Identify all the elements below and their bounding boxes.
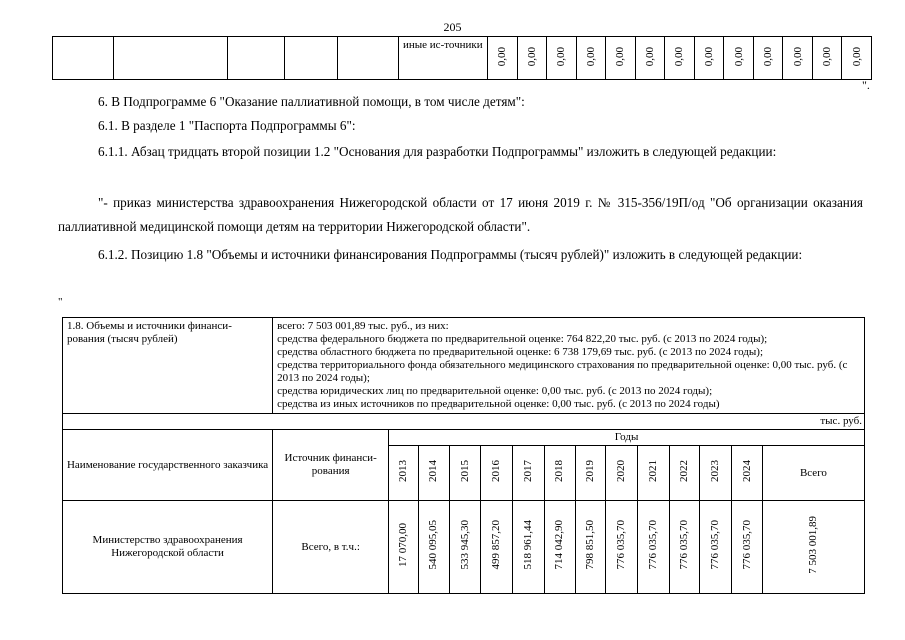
table-row bbox=[63, 318, 865, 414]
value-cell: 0,00 bbox=[635, 37, 665, 80]
table-cell bbox=[228, 37, 285, 80]
table-row bbox=[63, 414, 865, 430]
value-cell: 0,00 bbox=[576, 37, 606, 80]
year-header: 2014 bbox=[418, 446, 449, 501]
table-row bbox=[63, 430, 865, 446]
row-customer: Министерство здравоохранения Нижегородской области bbox=[63, 501, 273, 594]
value-cell: 540 095,05 bbox=[418, 501, 449, 594]
top-table-fragment bbox=[52, 36, 872, 80]
passport-label: 1.8. Объемы и источники финанси-рования (тысяч рублей) bbox=[63, 318, 273, 414]
passport-line: средства территориального фонда обязательного медицинского страхования по предварительной оценке: 0,00 тыс. руб. (с 2013 по 2024 годы); bbox=[277, 359, 848, 384]
paragraph: 6. В Подпрограмме 6 "Оказание паллиативной помощи, в том числе детям": bbox=[98, 94, 525, 109]
value-cell: 518 961,44 bbox=[513, 501, 545, 594]
value-cell: 499 857,20 bbox=[481, 501, 513, 594]
closing-quote: ". bbox=[862, 78, 870, 92]
paragraph: "- приказ министерства здравоохранения Нижегородской области от 17 июня 2019 г. № 315-356/19П/од "Об организации оказания паллиативной медицинской помощи детям на территории Нижегородской области". bbox=[58, 195, 863, 234]
passport-line: средства федерального бюджета по предварительной оценке: 764 822,20 тыс. руб. (с 2013 по 2024 годы); bbox=[277, 333, 768, 345]
value-cell: 776 035,70 bbox=[700, 501, 732, 594]
passport-line: всего: 7 503 001,89 тыс. руб., из них: bbox=[277, 320, 449, 332]
row-source: Всего, в т.ч.: bbox=[273, 501, 389, 594]
passport-body bbox=[273, 318, 865, 414]
passport-line: средства из иных источников по предварительной оценке: 0,00 тыс. руб. (с 2013 по 2024 годы) bbox=[277, 398, 720, 410]
table-cell bbox=[114, 37, 228, 80]
year-header: 2022 bbox=[669, 446, 700, 501]
source-label: иные ис-точники bbox=[399, 37, 488, 80]
table-cell bbox=[53, 37, 114, 80]
year-header: 2013 bbox=[389, 446, 419, 501]
value-cell: 533 945,30 bbox=[449, 501, 481, 594]
year-header: 2019 bbox=[575, 446, 606, 501]
year-header: 2015 bbox=[449, 446, 481, 501]
paragraph: 6.1. В разделе 1 "Паспорта Подпрограммы 6": bbox=[98, 118, 356, 133]
value-cell: 0,00 bbox=[488, 37, 518, 80]
passport-line: средства юридических лиц по предварительной оценке: 0,00 тыс. руб. (с 2013 по 2024 годы); bbox=[277, 385, 713, 397]
value-cell: 0,00 bbox=[812, 37, 842, 80]
column-header-source: Источник финанси-рования bbox=[273, 430, 389, 501]
value-cell: 0,00 bbox=[547, 37, 577, 80]
column-header-total: Всего bbox=[762, 446, 864, 501]
paragraph: 6.1.2. Позицию 1.8 "Объемы и источники финансирования Подпрограммы (тысяч рублей)" изложить в следующей редакции: bbox=[98, 247, 803, 262]
year-header: 2024 bbox=[732, 446, 763, 501]
value-cell: 776 035,70 bbox=[732, 501, 763, 594]
year-header: 2017 bbox=[513, 446, 545, 501]
passport-table bbox=[62, 317, 865, 594]
column-header-customer: Наименование государственного заказчика bbox=[63, 430, 273, 501]
total-cell: 7 503 001,89 bbox=[762, 501, 864, 594]
value-cell: 798 851,50 bbox=[575, 501, 606, 594]
value-cell: 17 070,00 bbox=[389, 501, 419, 594]
units-label: тыс. руб. bbox=[63, 414, 865, 430]
table-cell bbox=[285, 37, 338, 80]
opening-quote: " bbox=[58, 296, 63, 308]
table-row bbox=[53, 37, 872, 80]
column-header-years: Годы bbox=[389, 430, 865, 446]
value-cell: 0,00 bbox=[606, 37, 636, 80]
table-row bbox=[63, 501, 865, 594]
table-cell bbox=[338, 37, 399, 80]
value-cell: 0,00 bbox=[753, 37, 783, 80]
value-cell: 0,00 bbox=[665, 37, 695, 80]
value-cell: 0,00 bbox=[842, 37, 872, 80]
value-cell: 0,00 bbox=[517, 37, 547, 80]
value-cell: 776 035,70 bbox=[669, 501, 700, 594]
passport-line: средства областного бюджета по предварительной оценке: 6 738 179,69 тыс. руб. (с 2013 по 2024 годы); bbox=[277, 346, 764, 358]
year-header: 2016 bbox=[481, 446, 513, 501]
year-header: 2021 bbox=[637, 446, 669, 501]
value-cell: 0,00 bbox=[694, 37, 724, 80]
value-cell: 776 035,70 bbox=[606, 501, 638, 594]
year-header: 2023 bbox=[700, 446, 732, 501]
value-cell: 714 042,90 bbox=[544, 501, 575, 594]
year-header: 2018 bbox=[544, 446, 575, 501]
value-cell: 776 035,70 bbox=[637, 501, 669, 594]
paragraph: 6.1.1. Абзац тридцать второй позиции 1.2 "Основания для разработки Подпрограммы" изложить в следующей редакции: bbox=[98, 144, 777, 159]
page-number: 205 bbox=[443, 20, 462, 34]
value-cell: 0,00 bbox=[783, 37, 813, 80]
value-cell: 0,00 bbox=[724, 37, 754, 80]
year-header: 2020 bbox=[606, 446, 638, 501]
